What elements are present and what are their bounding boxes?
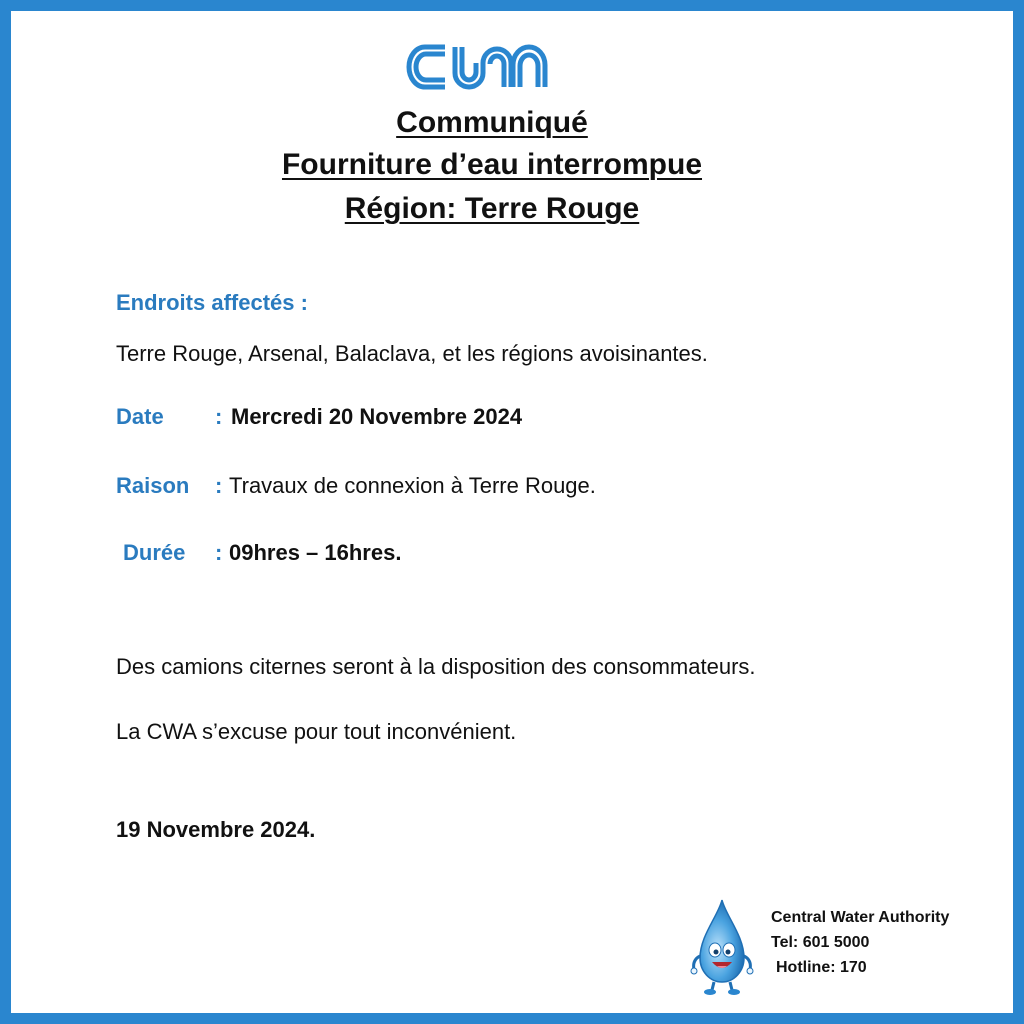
affected-areas-value: Terre Rouge, Arsenal, Balaclava, et les régions avoisinantes. bbox=[116, 341, 708, 366]
hotline-number: Hotline: 170 bbox=[776, 959, 867, 976]
notice-subject: Fourniture d’eau interrompue bbox=[281, 148, 703, 181]
reason-separator: : bbox=[215, 473, 223, 498]
duration-label: Durée bbox=[123, 540, 186, 565]
apology-notice: La CWA s’excuse pour tout inconvénient. bbox=[116, 719, 517, 744]
water-drop-mascot-icon bbox=[688, 898, 756, 996]
tanker-notice: Des camions citernes seront à la disposition des consommateurs. bbox=[116, 654, 756, 679]
duration-separator: : bbox=[215, 540, 223, 565]
date-separator: : bbox=[215, 404, 223, 429]
telephone-number: Tel: 601 5000 bbox=[771, 934, 870, 951]
issue-date: 19 Novembre 2024. bbox=[116, 817, 316, 842]
communique-title: Communiqué bbox=[396, 106, 588, 139]
date-value: Mercredi 20 Novembre 2024 bbox=[231, 404, 523, 429]
reason-value: Travaux de connexion à Terre Rouge. bbox=[229, 473, 596, 498]
duration-value: 09hres – 16hres. bbox=[229, 540, 402, 565]
date-label: Date bbox=[116, 404, 164, 429]
reason-label: Raison bbox=[116, 473, 190, 498]
affected-areas-label: Endroits affectés : bbox=[116, 290, 308, 315]
notice-region: Région: Terre Rouge bbox=[344, 192, 640, 225]
cwa-logo-icon bbox=[405, 43, 553, 91]
organization-name: Central Water Authority bbox=[771, 909, 950, 926]
